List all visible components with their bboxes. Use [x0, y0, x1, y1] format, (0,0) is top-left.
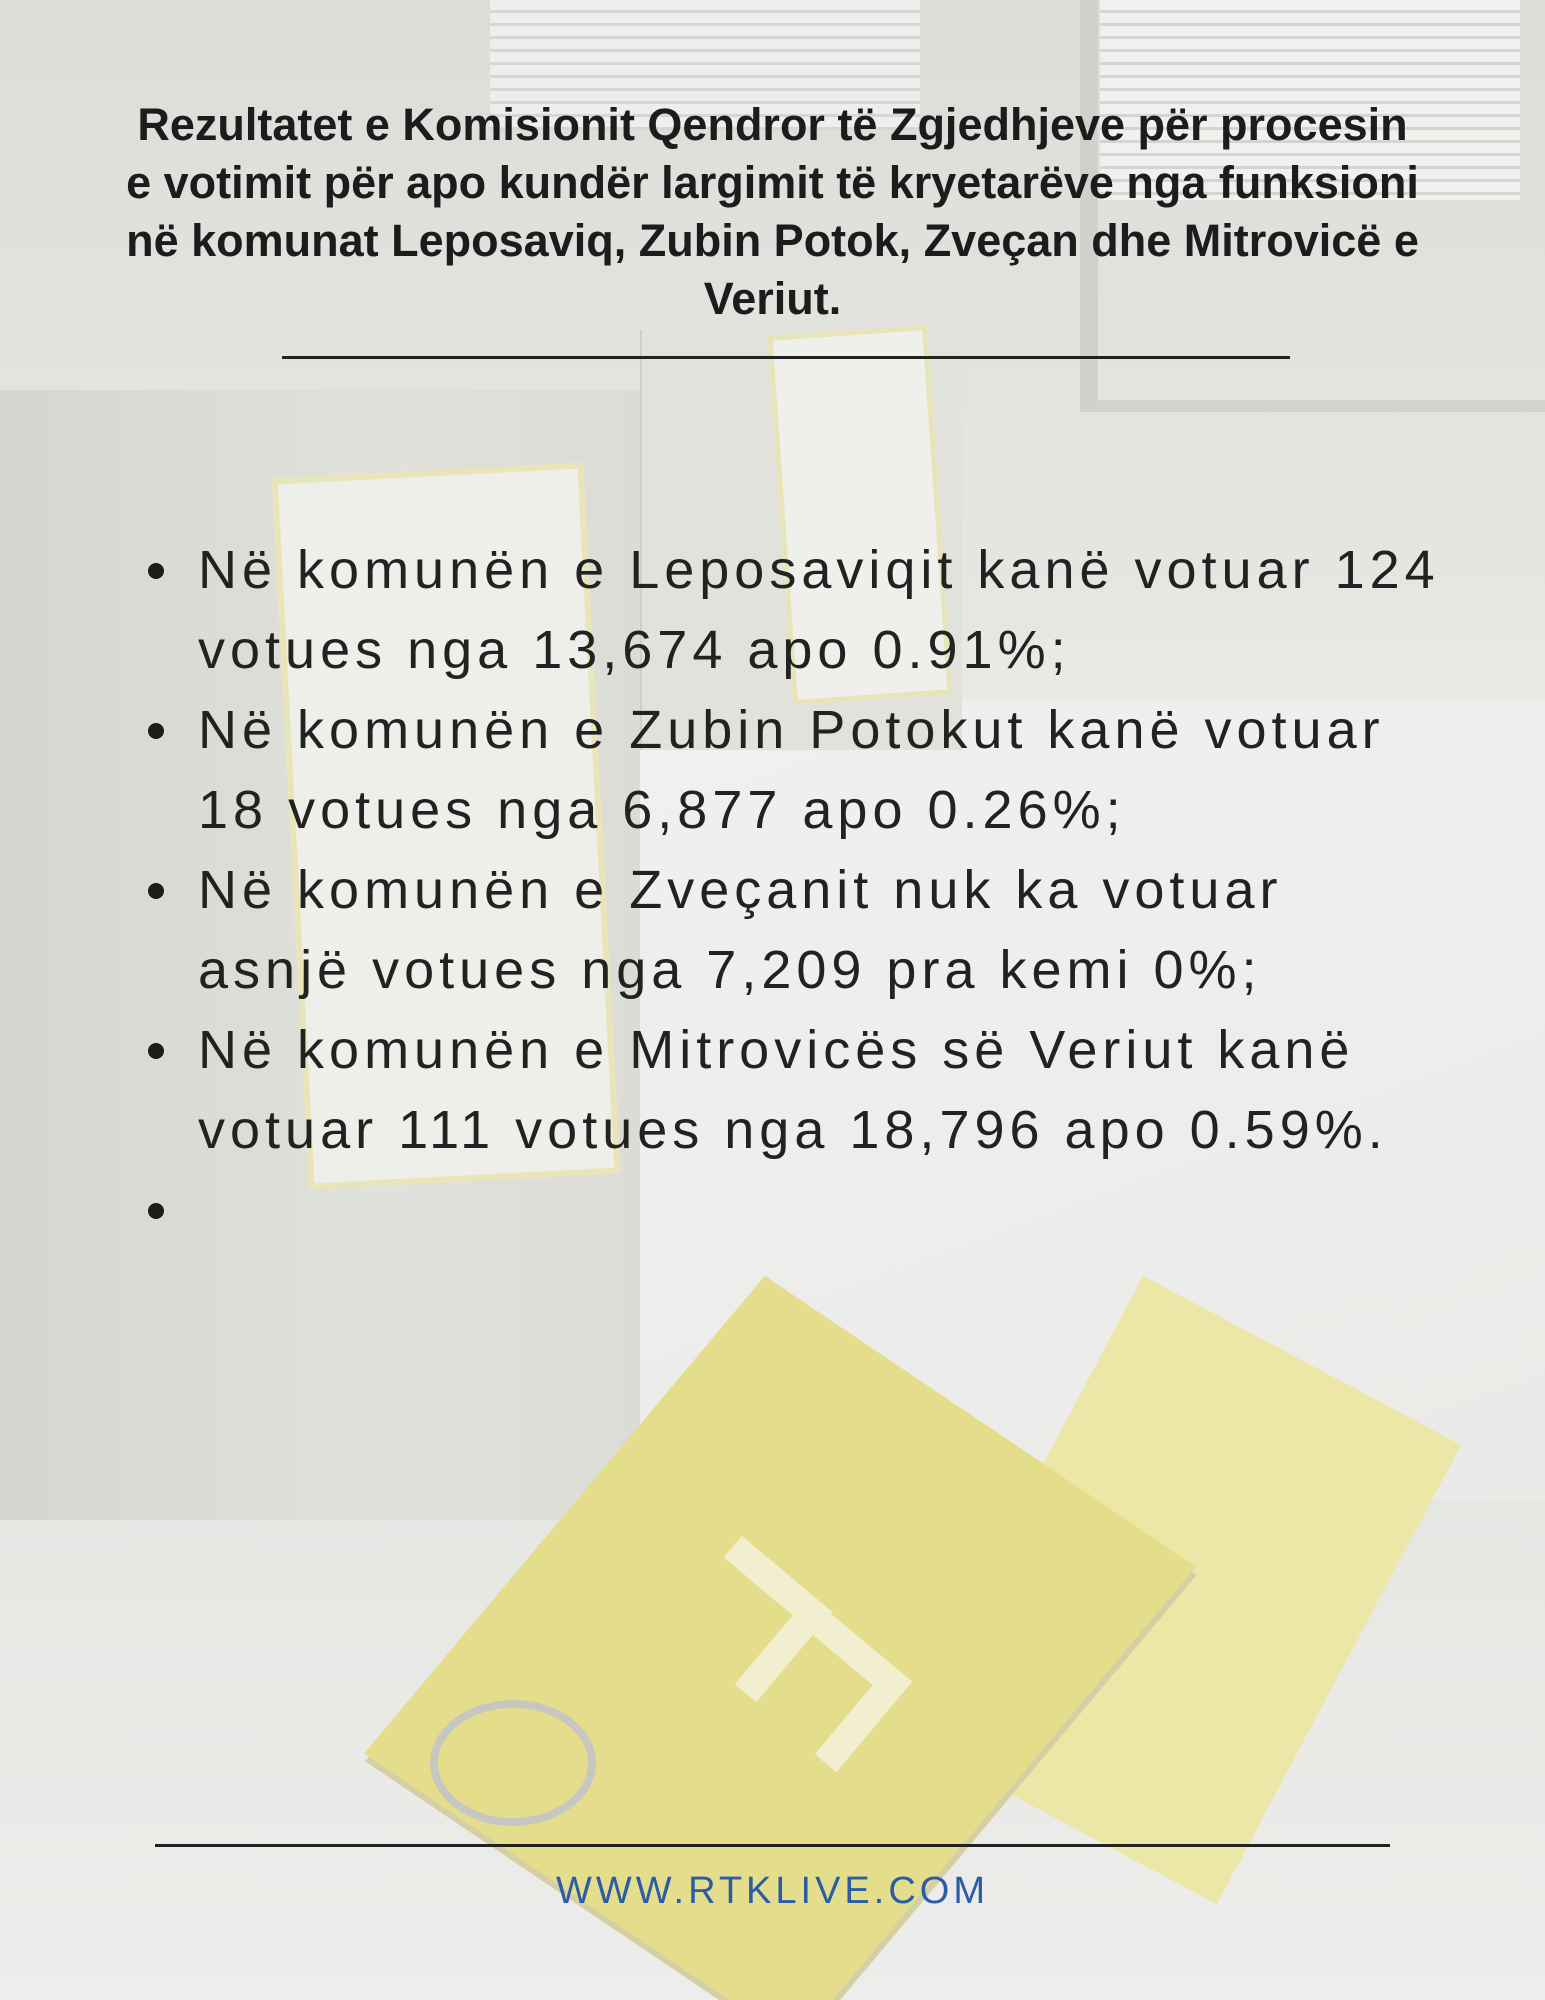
- list-item: [140, 850, 1440, 1010]
- list-item: [140, 1010, 1440, 1170]
- list-item: [140, 530, 1440, 690]
- results-list: [140, 530, 1440, 1250]
- bullet-icon: [148, 1043, 164, 1059]
- website-link[interactable]: WWW.RTKLIVE.COM: [556, 1870, 989, 1912]
- bullet-icon: [148, 1203, 164, 1219]
- result-text-zubin-potok: Në komunën e Zubin Potokut kanë votuar 18 votues nga 6,877 apo 0.26%;: [198, 700, 1385, 840]
- bullet-icon: [148, 723, 164, 739]
- title-divider: [282, 356, 1290, 359]
- list-item: [140, 690, 1440, 850]
- result-text-zvecan: Në komunën e Zveçanit nuk ka votuar asnjë votues nga 7,209 pra kemi 0%;: [198, 860, 1283, 1000]
- bullet-icon: [148, 563, 164, 579]
- result-text-leposaviq: Në komunën e Leposaviqit kanë votuar 124 votues nga 13,674 apo 0.91%;: [198, 540, 1440, 680]
- page-title: Rezultatet e Komisionit Qendror të Zgjedhjeve për procesin e votimit për apo kundër largimit të kryetarëve nga funksioni në komunat Leposaviq, Zubin Potok, Zveçan dhe Mitrovicë e Veriut.: [126, 99, 1419, 324]
- footer-divider: [155, 1844, 1390, 1847]
- bullet-icon: [148, 883, 164, 899]
- background-elastic-strap: [430, 1700, 596, 1826]
- list-item-empty: [140, 1170, 1440, 1250]
- result-text-mitrovice: Në komunën e Mitrovicës së Veriut kanë votuar 111 votues nga 18,796 apo 0.59%.: [198, 1020, 1388, 1160]
